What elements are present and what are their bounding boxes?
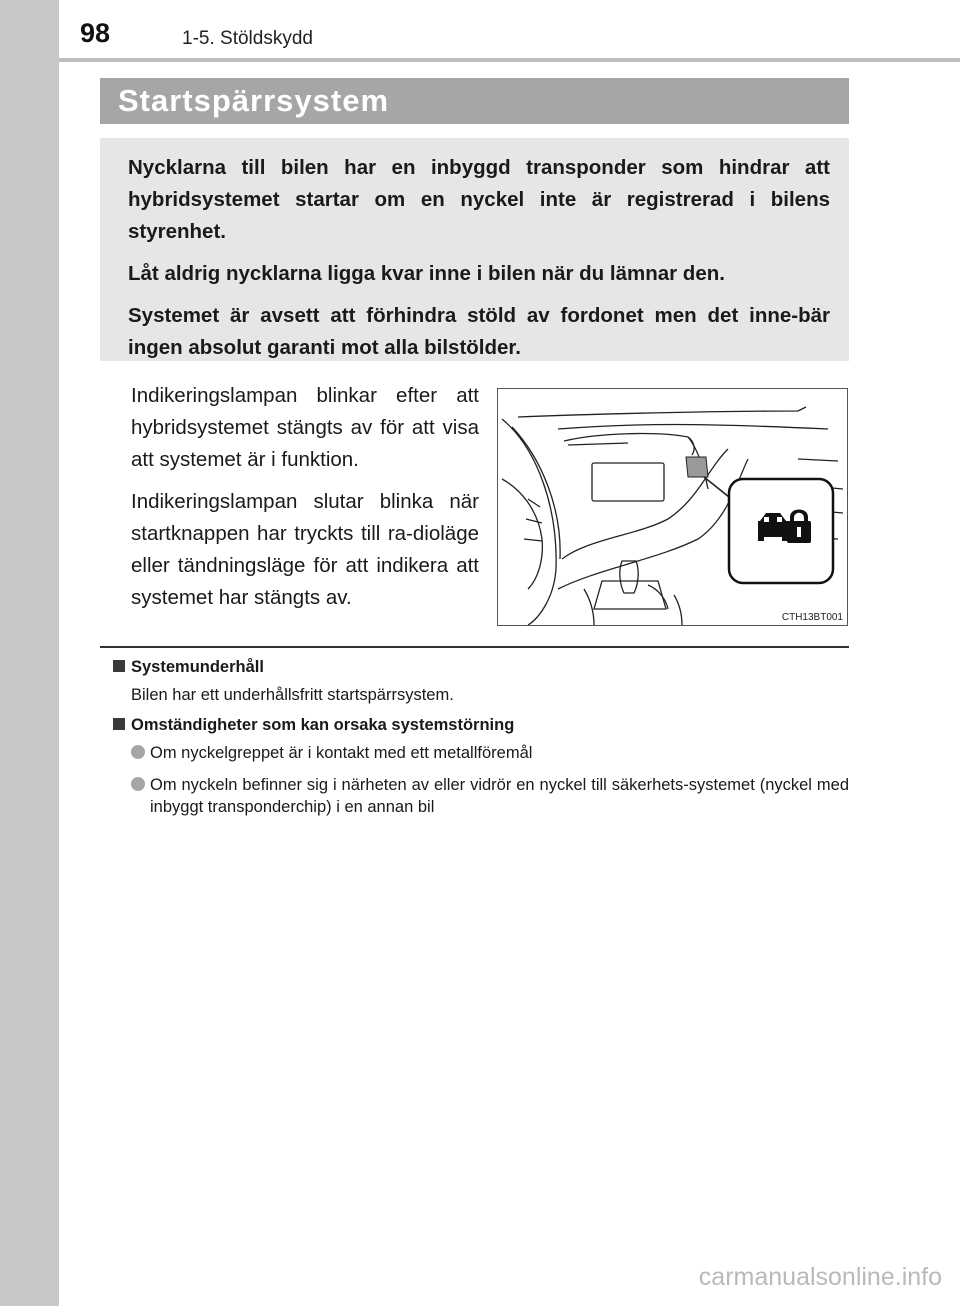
section-text: Bilen har ett underhållsfritt startspärrsystem. [131, 686, 454, 704]
bullet-item: Om nyckelgreppet är i kontakt med ett metallföremål [131, 742, 849, 764]
body-text [131, 380, 479, 624]
body-paragraph: Indikeringslampan slutar blinka när startknappen har tryckts till ra-dioläge eller tändningsläge för att indikera att systemet har stängts av. [131, 490, 479, 609]
section-heading-disturbance: Omständigheter som kan orsaka systemstörning [113, 716, 514, 735]
circle-bullet-icon [131, 777, 145, 791]
notice-paragraph: Låt aldrig nycklarna ligga kvar inne i bilen när du lämnar den. [128, 262, 725, 285]
dashboard-figure [497, 388, 848, 626]
section-title: Startspärrsystem [118, 83, 390, 118]
notice-paragraph: Nycklarna till bilen har en inbyggd transponder som hindrar att hybridsystemet startar om en nyckel inte är registrerad i bilens styrenhet. [128, 156, 830, 243]
bullet-item: Om nyckeln befinner sig i närheten av eller vidrör en nyckel till säkerhets-systemet (nyckel med inbyggt transponderchip) i en annan bil [131, 774, 849, 818]
page-number: 98 [80, 18, 111, 48]
body-paragraph: Indikeringslampan blinkar efter att hybridsystemet stängts av för att visa att systemet är i funktion. [131, 384, 479, 471]
section-heading-maintenance: Systemunderhåll [113, 658, 264, 677]
notice-paragraph: Systemet är avsett att förhindra stöld av fordonet men det inne-bär ingen absolut garanti mot alla bilstölder. [128, 304, 830, 359]
square-bullet-icon [113, 660, 125, 672]
header-rule [59, 58, 960, 62]
section-divider [100, 646, 849, 648]
square-bullet-icon [113, 718, 125, 730]
notice-box [100, 138, 849, 361]
dashboard-illustration [498, 389, 847, 625]
figure-code: CTH13BT001 [781, 612, 843, 623]
watermark: carmanualsonline.info [698, 1263, 942, 1291]
circle-bullet-icon [131, 745, 145, 759]
section-title-bar [100, 78, 849, 124]
chapter-title: 1-5. Stöldskydd [182, 28, 313, 49]
side-strip [0, 0, 59, 1306]
